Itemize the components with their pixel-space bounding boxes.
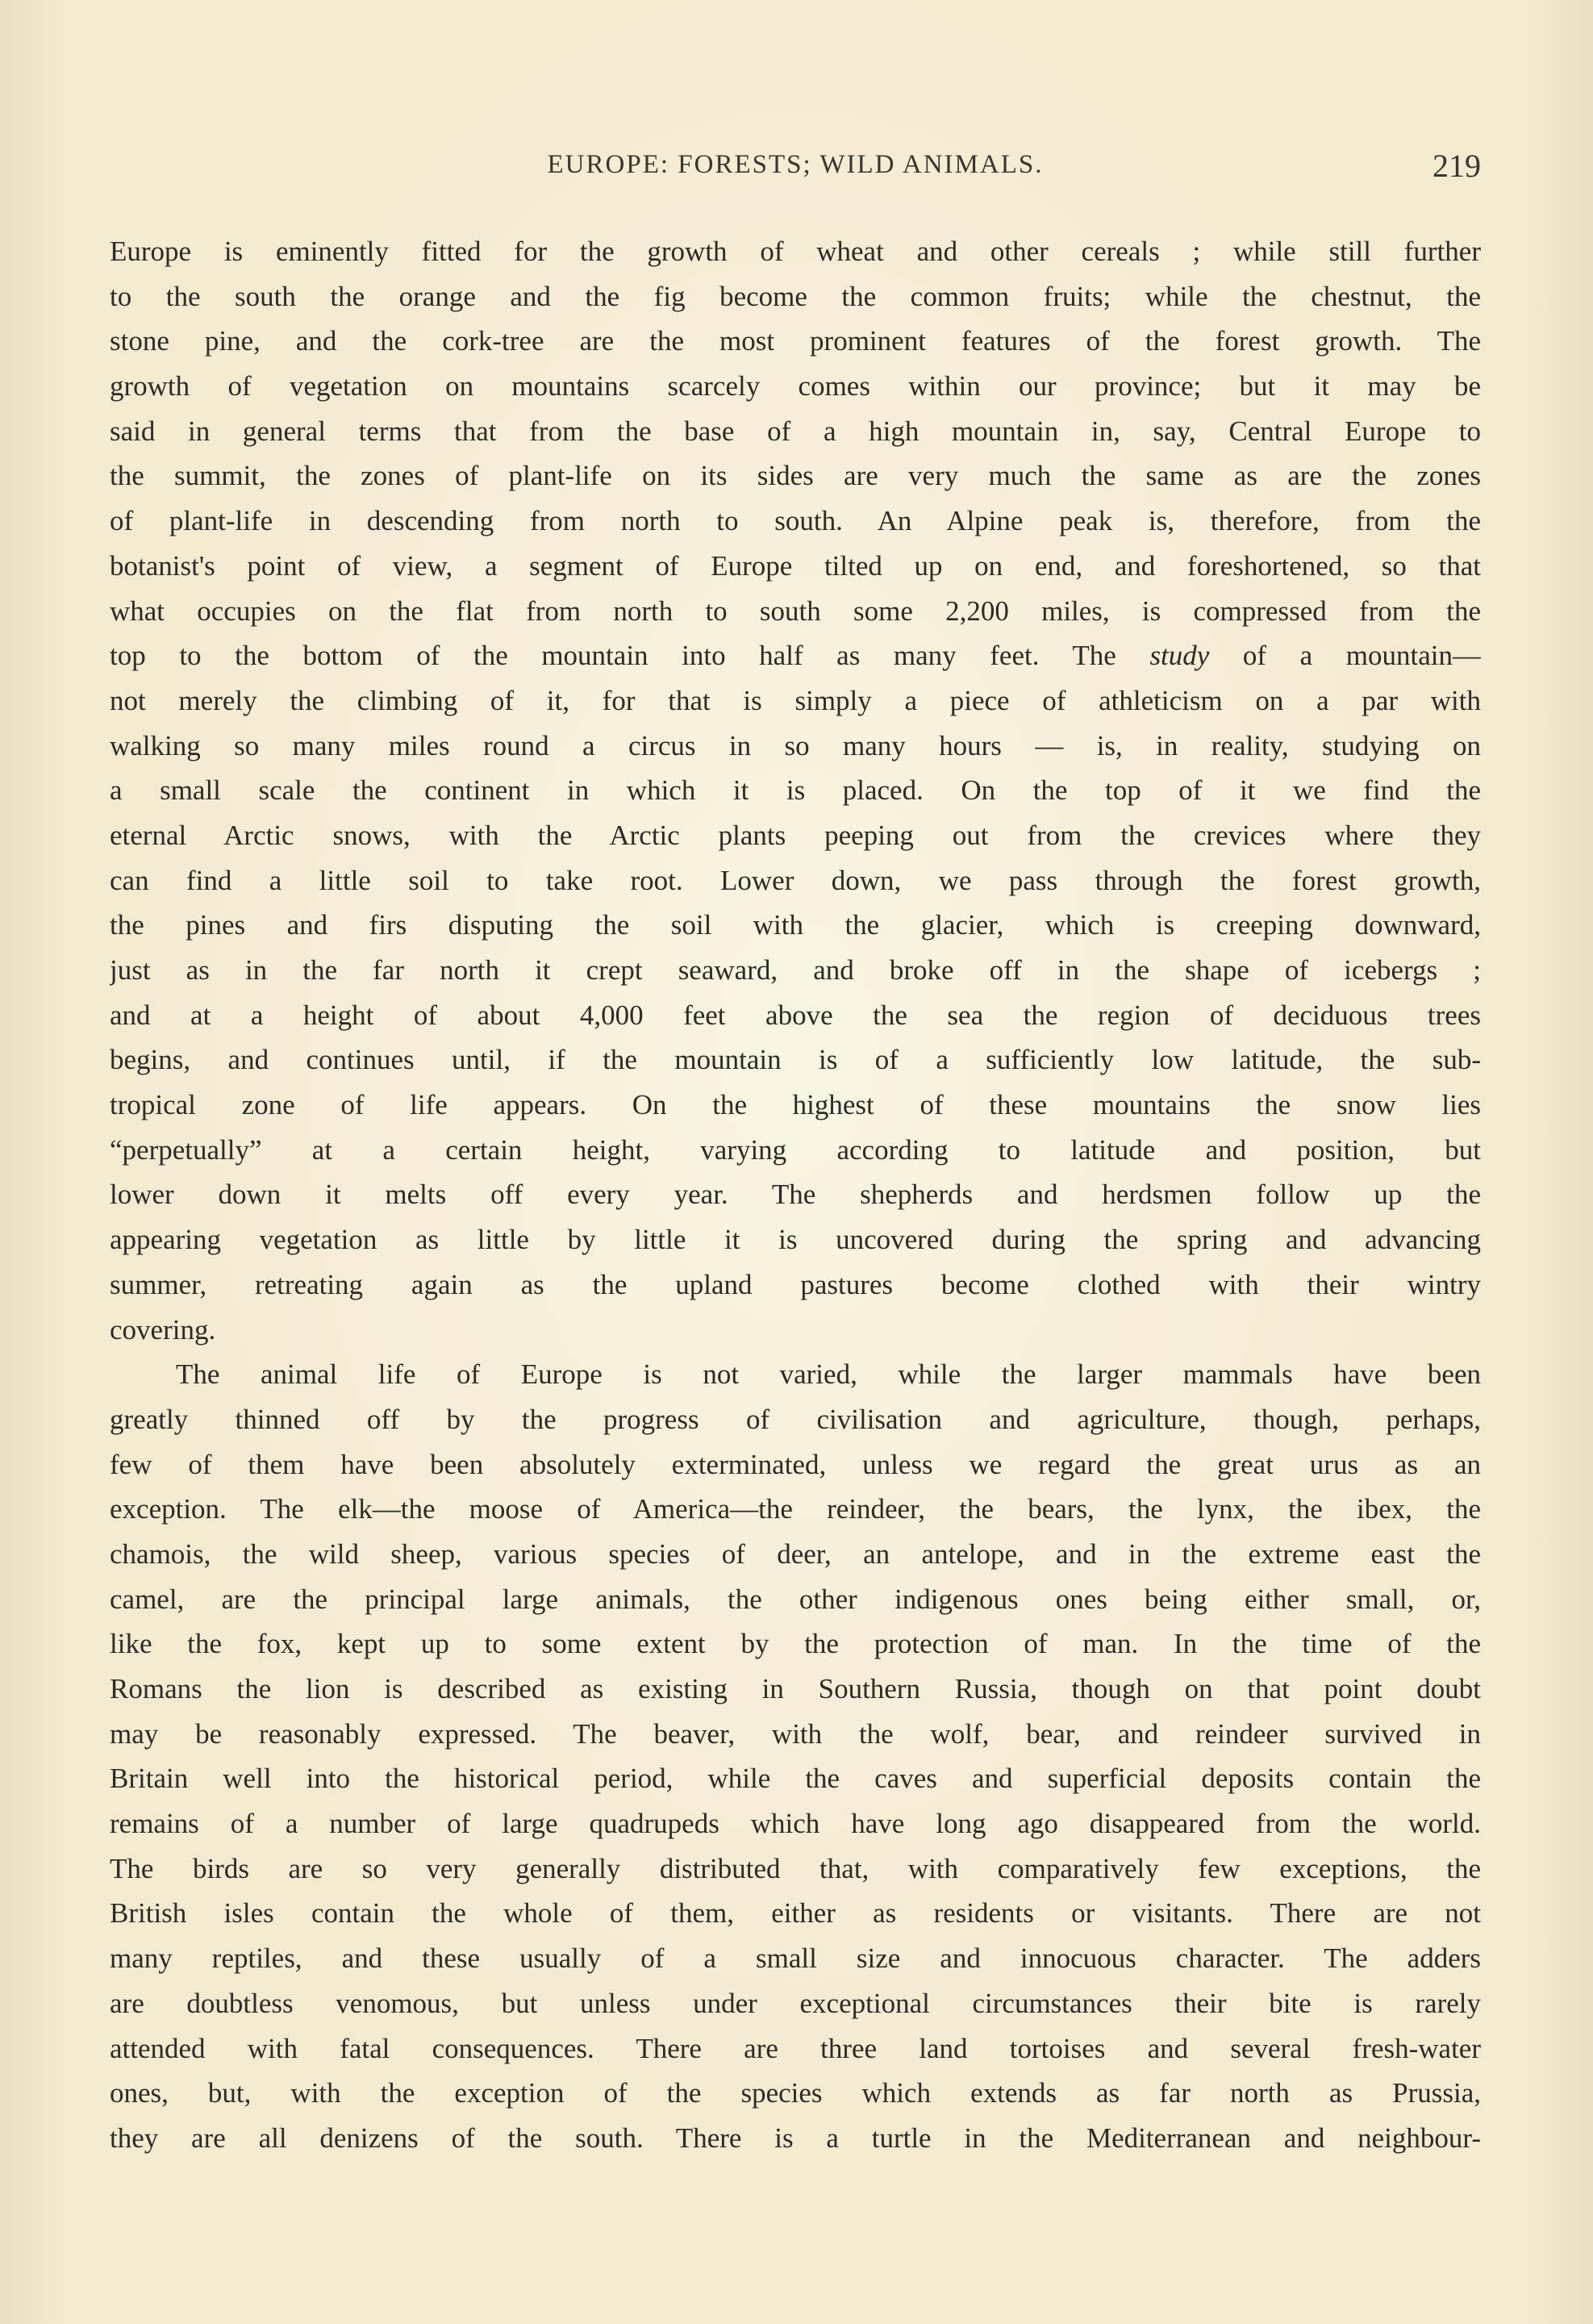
text-line: “perpetually” at a certain height, varying according to latitude and position, but [110,1133,1481,1166]
text-line: remains of a number of large quadrupeds which have long ago disappeared from the world. [110,1808,1481,1840]
text-line: few of them have been absolutely exterminated, unless we regard the great urus as an [110,1448,1481,1480]
running-title: EUROPE: FORESTS; WILD ANIMALS. [547,150,1044,179]
text-line: exception. The elk—the moose of America—the reindeer, the bears, the lynx, the ibex, the [110,1493,1481,1525]
text-line: botanist's point of view, a segment of Europe tilted up on end, and foreshortened, so that [110,549,1481,582]
text-line [110,633,1481,678]
text-line: lower down it melts off every year. The shepherds and herdsmen follow up the [110,1179,1481,1211]
running-head [110,150,1481,190]
text-line: Europe is eminently fitted for the growth of wheat and other cereals ; while still further [110,236,1481,267]
text-line: chamois, the wild sheep, various species of deer, an antelope, and in the extreme east the [110,1538,1481,1570]
text-line: the pines and firs disputing the soil with the glacier, which is creeping downward, [110,909,1481,941]
text-line: covering. [110,1313,216,1346]
text-line: are doubtless venomous, but unless under exceptional circumstances their bite is rarely [110,1987,1481,2019]
text-segment: top to the bottom of the mountain into half as many feet. The [110,640,1150,672]
text-segment: of a mountain— [1209,640,1481,672]
text-line: of plant-life in descending from north to south. An Alpine peak is, therefore, from the [110,505,1481,537]
text-line: appearing vegetation as little by little it is uncovered during the spring and advancing [110,1224,1481,1256]
text-line: just as in the far north it crept seaward, and broke off in the shape of icebergs ; [110,954,1481,986]
text-line: a small scale the continent in which it is placed. On the top of it we find the [110,774,1481,807]
text-line: like the fox, kept up to some extent by the protection of man. In the time of the [110,1628,1481,1660]
italic-word: study [1149,640,1210,672]
text-line: Romans the lion is described as existing in Southern Russia, though on that point doubt [110,1673,1481,1704]
text-line: camel, are the principal large animals, the other indigenous ones being either small, or, [110,1583,1481,1615]
text-line: tropical zone of life appears. On the highest of these mountains the snow lies [110,1089,1481,1121]
text-line: ones, but, with the exception of the species which extends as far north as Prussia, [110,2077,1481,2109]
page-number: 219 [1432,148,1481,184]
body-text [110,229,1481,2161]
text-line: begins, and continues until, if the mountain is of a sufficiently low latitude, the sub- [110,1044,1481,1076]
text-line: British isles contain the whole of them, either as residents or visitants. There are not [110,1897,1481,1930]
text-line: Britain well into the historical period, while the caves and superficial deposits contain the [110,1763,1481,1795]
paragraph-1 [110,229,1481,1352]
text-line: greatly thinned off by the progress of civilisation and agriculture, though, perhaps, [110,1403,1481,1435]
text-line: eternal Arctic snows, with the Arctic plants peeping out from the crevices where they [110,819,1481,851]
text-line: attended with fatal consequences. There are three land tortoises and several fresh-water [110,2032,1481,2064]
text-line: the summit, the zones of plant-life on its sides are very much the same as are the zones [110,460,1481,492]
text-line: may be reasonably expressed. The beaver, with the wolf, bear, and reindeer survived in [110,1717,1481,1750]
paragraph-2 [110,1352,1481,2160]
text-line: what occupies on the flat from north to south some 2,200 miles, is compressed from the [110,595,1481,627]
text-line: stone pine, and the cork-tree are the most prominent features of the forest growth. The [110,325,1481,357]
text-line: said in general terms that from the base of a high mountain in, say, Central Europe to [110,415,1481,447]
text-line: growth of vegetation on mountains scarcely comes within our province; but it may be [110,370,1481,403]
text-line: can find a little soil to take root. Lower down, we pass through the forest growth, [110,864,1481,896]
text-line: walking so many miles round a circus in so many hours — is, in reality, studying on [110,729,1481,761]
text-line: not merely the climbing of it, for that is simply a piece of athleticism on a par with [110,684,1481,716]
text-line: The birds are so very generally distributed that, with comparatively few exceptions, the [110,1852,1481,1884]
text-line: to the south the orange and the fig become the common fruits; while the chestnut, the [110,280,1481,312]
text-line: they are all denizens of the south. There is a turtle in the Mediterranean and neighbour- [110,2122,1481,2154]
text-line: summer, retreating again as the upland pastures become clothed with their wintry [110,1268,1481,1300]
text-line: The animal life of Europe is not varied, while the larger mammals have been [176,1358,1481,1391]
text-line: many reptiles, and these usually of a small size and innocuous character. The adders [110,1942,1481,1975]
text-line: and at a height of about 4,000 feet above the sea the region of deciduous trees [110,999,1481,1031]
